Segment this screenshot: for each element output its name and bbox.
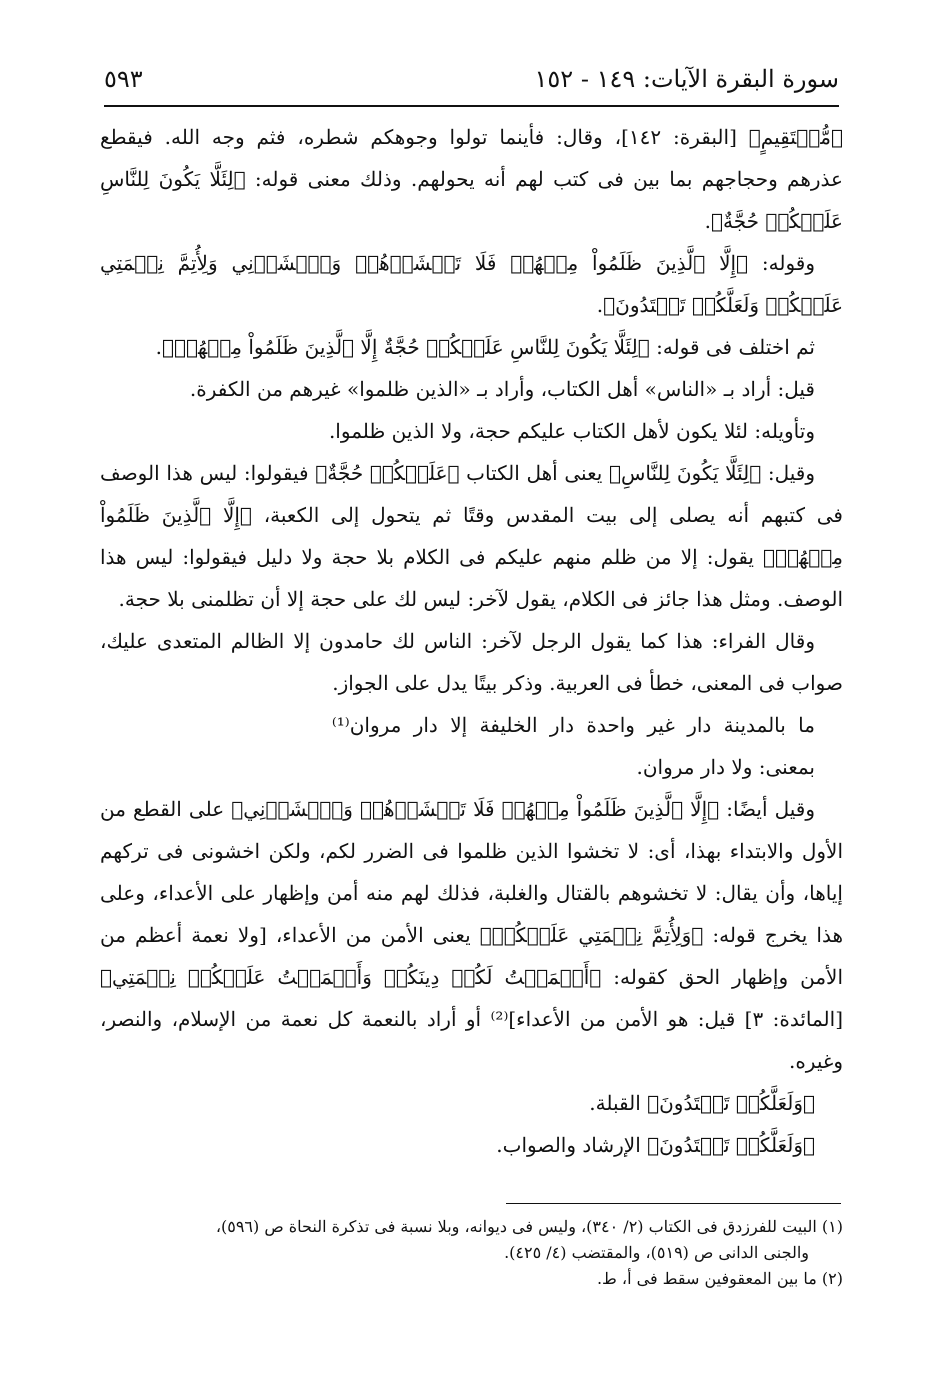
paragraph: ثم اختلف فى قوله: ﴿لِئَلَّا يَكُونَ لِلنَّاسِ عَلَيۡكُمۡ حُجَّةٌ إِلَّا ٱلَّذِينَ ظَلَمُواْ مِنۡهُمۡ﴾.	[155, 335, 815, 359]
footnotes	[100, 1214, 843, 1292]
paragraph: وقال الفراء: هذا كما يقول الرجل لآخر: الناس لك حامدون إلا الظالم المتعدى عليك، صواب فى المعنى، خطأ فى العربية. وذكر بيتًا يدل على الجواز.	[100, 629, 843, 695]
poetry-verse: ما بالمدينة دار غير واحدة دار الخليفة إلا دار مروان⁽¹⁾	[331, 713, 815, 737]
paragraph: وقيل: ﴿لِئَلَّا يَكُونَ لِلنَّاسِ﴾ يعنى أهل الكتاب ﴿عَلَيۡكُمۡ حُجَّةٌ﴾ فيقولوا: ليس هذا الوصف فى كتبهم أنه يصلى إلى بيت المقدس وقتًا ثم يتحول إلى الكعبة، ﴿إِلَّا ٱلَّذِينَ ظَلَمُواْ مِنۡهُمۡ﴾ يقول: إلا من ظلم منهم عليكم فى الكلام بلا حجة ولا دليل فيقولوا: ليس هذا الوصف. ومثل هذا جائز فى الكلام، يقول لآخر: ليس لك على حجة إلا أن تظلمنى بلا حجة.	[100, 461, 843, 611]
running-head: سورة البقرة الآيات: ١٤٩ - ١٥٢	[534, 65, 839, 93]
header-rule	[104, 105, 839, 107]
page-number: ٥٩٣	[104, 65, 143, 93]
paragraph: وتأويله: لئلا يكون لأهل الكتاب عليكم حجة، ولا الذين ظلموا.	[328, 419, 815, 443]
paragraph: قيل: أراد بـ «الناس» أهل الكتاب، وأراد بـ «الذين ظلموا» غيرهم من الكفرة.	[189, 377, 815, 401]
footnote-rule	[506, 1203, 841, 1204]
paragraph: وقيل أيضًا: ﴿إِلَّا ٱلَّذِينَ ظَلَمُواْ مِنۡهُمۡ فَلَا تَخۡشَوۡهُمۡ وَٱخۡشَوۡنِي﴾ على القطع من الأول والابتداء بهذا، أى: لا تخشوا الذين ظلموا فى الضرر لكم، ولكن اخشونى فى تركهم إياها، وأن يقال: لا تخشوهم بالقتال والغلبة، فذلك لهم منه أمن وإظهار على الأعداء، وعلى هذا يخرج قوله: ﴿وَلِأُتِمَّ نِعۡمَتِي عَلَيۡكُمۡ﴾ يعنى الأمن من الأعداء، [ولا نعمة أعظم من الأمن وإظهار الحق كقوله: ﴿أَكۡمَلۡتُ لَكُمۡ دِينَكُمۡ وَأَتۡمَمۡتُ عَلَيۡكُمۡ نِعۡمَتِي﴾ [المائدة: ٣] قيل: هو الأمن من الأعداء]⁽²⁾ أو أراد بالنعمة كل نعمة من الإسلام، والنصر، وغيره.	[100, 797, 843, 1073]
paragraph: ﴿وَلَعَلَّكُمۡ تَهۡتَدُونَ﴾ الإرشاد والصواب.	[496, 1133, 815, 1157]
page-header	[104, 58, 839, 102]
footnote-1-line-1: (١) البيت للفرزدق فى الكتاب (٢/ ٣٤٠)، وليس فى ديوانه، وبلا نسبة فى تذكرة النحاة ص (٥٩٦)،	[215, 1217, 843, 1236]
paragraph: ﴿مُّسۡتَقِيمٍ﴾ [البقرة: ١٤٢]، وقال: فأينما تولوا وجوهكم شطره، فثم وجه الله. فيقطع عذرهم وحجاجهم بما بين فى كتب لهم أنه يحولهم. وذلك معنى قوله: ﴿لِئَلَّا يَكُونَ لِلنَّاسِ عَلَيۡكُمۡ حُجَّةٌ﴾.	[100, 125, 843, 233]
paragraph: ﴿وَلَعَلَّكُمۡ تَهۡتَدُونَ﴾ القبلة.	[589, 1091, 815, 1115]
footnote-1-line-2: والجنى الدانى ص (٥١٩)، والمقتضب (٤/ ٤٢٥).	[504, 1243, 809, 1262]
paragraph: بمعنى: ولا دار مروان.	[636, 755, 815, 779]
footnote-2: (٢) ما بين المعقوفين سقط فى أ، ط.	[596, 1269, 843, 1288]
paragraph: وقوله: ﴿إِلَّا ٱلَّذِينَ ظَلَمُواْ مِنۡهُمۡ فَلَا تَخۡشَوۡهُمۡ وَٱخۡشَوۡنِي وَلِأُتِمَّ نِعۡمَتِي عَلَيۡكُمۡ وَلَعَلَّكُمۡ تَهۡتَدُونَ﴾.	[100, 251, 843, 317]
main-text	[100, 116, 843, 1166]
